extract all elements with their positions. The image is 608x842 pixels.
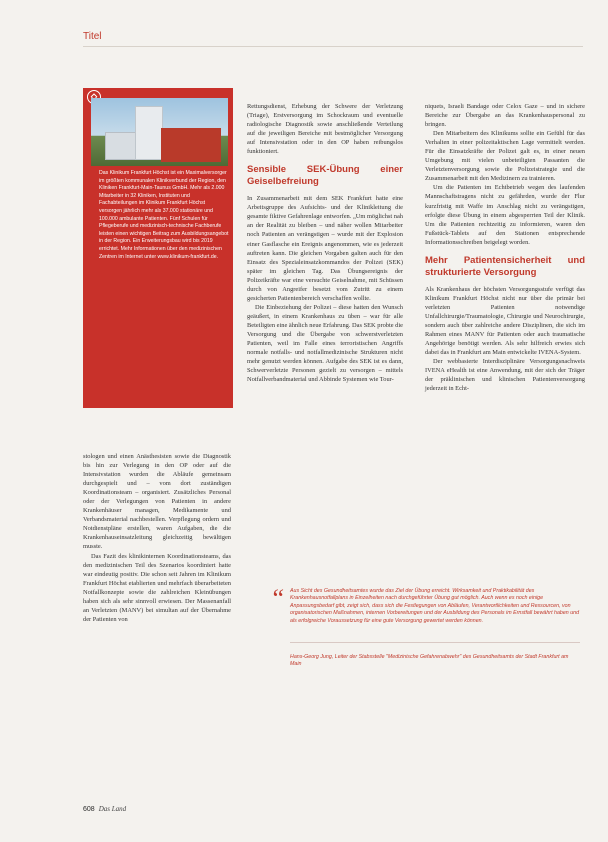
paragraph: stologen und einen Anästhesisten sowie die Diagnostik bis hin zur Verlegung in den OP oder auf die Intensivstation wurden die Abläufe gemeinsam durchgespielt und – vom dort zuständigen Koordinationsteam – organisiert. Zusätzliches Personal oder der Verlegungen von Patienten in andere Krankenhäuser managen, Medikamente und Verbandsmaterial nachbestellen. Verpflegung ordern und Notdienstpläne erstellen, waren Aufgaben, die die Krankenhauseinsatzleitung gleichzeitig bewältigen musste. <box>83 453 231 551</box>
pull-quote: Aus Sicht des Gesundheitsamtes wurde das Ziel der Übung erreicht. Wirksamkeit und Praktikabilität des Krankenhausnotfallplans in Einzelheiten nach durchgeführter Übung gut möglich. Auch wenn es noch einige Anpassungsbedarf gibt, zeigt sich, dass sich die Festlegungen von Abläufen, Verantwortlichkeiten und Ressourcen, von organisatorischen Maßnahmen, internen Vorbereitungen und der Ausbildung des Personals im Ernstfall bewährt haben und als erfolgreiche Voraussetzung für eine gute Versorgung gewertet werden können. <box>290 588 580 624</box>
hospital-tower <box>135 106 163 160</box>
hospital-infobox <box>83 88 233 408</box>
heading-sek-exercise: Sensible SEK-Übung einer Geiselbefreiung <box>247 164 403 188</box>
header-rule <box>83 46 583 47</box>
quote-divider <box>290 642 580 643</box>
section-label: Titel <box>83 31 102 42</box>
paragraph: In Zusammenarbeit mit dem SEK Frankfurt hatte eine Arbeitsgruppe des Aufsichts- und der Klinikleitung die gesamte fiktive Gefahrenlage entworfen. „Um möglichst nah an der Realität zu bleiben – und näher wollen Mitarbeiter noch Patienten an verängstigen – wurde mit der Explosion einer Gasflasche ein Ereignis angenommen, wie es jederzeit auftreten kann. Die gleichen Vorgaben galten auch für den Einsatz des Spezialeinsatzkommandos der Polizei (SEK) später im gleichen Tag. Das Übungsereignis der Polizeikräfte war eine versuchte Geiselnahme, mit Schüssen durch von Angreifer besetzt vom Zutritt zu einem gesicherten Patientenbereich verschaffen wollte. <box>247 195 403 302</box>
paragraph: Um die Patienten im Echtbetrieb wegen des laufenden Mannschaftstragens nicht zu gefährden, wurde der Flur kurzfristig mit Waffe im Anschlag nicht zu verängstigen, erfolgte diese Übung in einem abgesperrten Teil der Klinik. Um die Patienten rechtzeitig zu informieren, waren den Fußstück-Tablets auf den Stationen entsprechende Informationsschreiben beigelegt worden. <box>425 184 585 246</box>
infobox-text: Das Klinikum Frankfurt Höchst ist ein Maximalversorger im größten kommunalen Klinikverbund der Region, den Kliniken Frankfurt-Main-Taunus GmbH. Mehr als 2.000 Mitarbeiter in 32 Kliniken, Instituten und Fachabteilungen im Klinikum Frankfurt Höchst versorgen jährlich mehr als 37.000 stationäre und 100.000 ambulante Patienten. Fünf Schulen für Pflegeberufe und medizinisch-technische Fachberufe leisten einen wichtigen Beitrag zum Ausbildungsangebot in der Region. Ein Erweiterungsbau wird bis 2019 errichtet. Mehr Informationen über den medizinischen Zentren im Internet unter www.klinikum-frankfurt.de. <box>99 170 229 260</box>
journal-name: Das Land <box>98 805 127 813</box>
page-number: 608 <box>83 806 95 813</box>
column-2 <box>247 102 403 384</box>
page-footer <box>83 805 126 813</box>
column-3 <box>425 102 585 393</box>
paragraph: Den Mitarbeitern des Klinikums sollte ein Gefühl für das Verhalten in einer polizeitaktischen Lage vermittelt werden. Für die Einsatzkräfte der Polizei galt es, in einer neuen Umgebung mit vielen unbeteiligten Passanten die Verletztenversorgung sowie die Polizeistrategie und die Zusammenarbeit mit den Medizinern zu trainieren. <box>425 130 585 183</box>
quote-attribution: Hans-Georg Jung, Leiter der Stabsstelle "Medizinische Gefahrenabwehr" des Gesundheitsamts der Stadt Frankfurt am Main <box>290 654 569 668</box>
paragraph: Das Fazit des klinikinternen Koordinationsteams, das den medizinischen Teil des Szenarios koordiniert hatte war eindeutig positiv. Die schon seit Jahren im Klinikum Frankfurt Höchst etablierten und mehrfach überarbeiteten Notfallkonzepte sowie die zahlreichen Kleinübungen haben sich als sehr sinnvoll erwiesen. Der Massenanfall an Verletzten (MANV) bei simultan auf der Übernahme der Patienten von <box>83 552 231 623</box>
heading-patient-safety: Mehr Patientensicherheit und strukturierte Versorgung <box>425 254 585 278</box>
paragraph: niquets, Israeli Bandage oder Celox Gaze – und in sichere Bereiche zur Übergabe an das Krankenhauspersonal zu bringen. <box>425 103 585 129</box>
red-building <box>161 128 221 162</box>
hospital-photo <box>91 98 228 166</box>
quote-mark-icon: “ <box>270 584 285 613</box>
column-1 <box>83 452 231 624</box>
paragraph: Die Einbeziehung der Polizei – diese hatten den Wunsch geäußert, in einem Krankenhaus zu üben – war für alle Beteiligten eine ähnlich neue Erfahrung. Das SEK probte die Versorgung und die Übergabe von schwerstverletzten Patienten, weil im Falle eines terroristischen Angriffs normale notfalls- und notfallmedizinische Strukturen nicht mehr genutzt werden können. Aufgabe des SEK ist es dann, Schwerverletzte Personen gezielt zu versorgen – mittels Notfallverbandmaterial und Abbinde Systemen wie Tour- <box>247 303 403 384</box>
paragraph: Als Krankenhaus der höchsten Versorgungsstufe verfügt das Klinikum Frankfurt Höchst nicht nur über die primär bei verletzten Patienten notwendige Unfallchirurgie/Traumatologie, Chirurgie und Neurochirurgie, sondern auch über zahlreiche andere Disziplinen, die sich im Rahmen eines MANV für Patienten oder auch traumatische Angehörige benötigt werden. Als sehr hilfreich erwies sich dabei das in Frankfurt am Main entwickelte IVENA-System. <box>425 285 585 357</box>
paragraph: Rettungsdienst, Erhebung der Schwere der Verletzung (Triage), Erstversorgung im Schockraum und eventuelle radiologische Diagnostik sowie anschließende Verteilung auf die jeweiligen Bereiche mit bestmöglicher Versorgung auf Intensivstation oder in den OP haben reibungslos funktioniert. <box>247 103 403 156</box>
paragraph: Der webbasierte Interdisziplinäre Versorgungsnachweis IVENA eHealth ist eine Anwendung, mit der sich der Träger der präklinischen und klinischen Patientenversorgung jederzeit in Echt- <box>425 358 585 393</box>
